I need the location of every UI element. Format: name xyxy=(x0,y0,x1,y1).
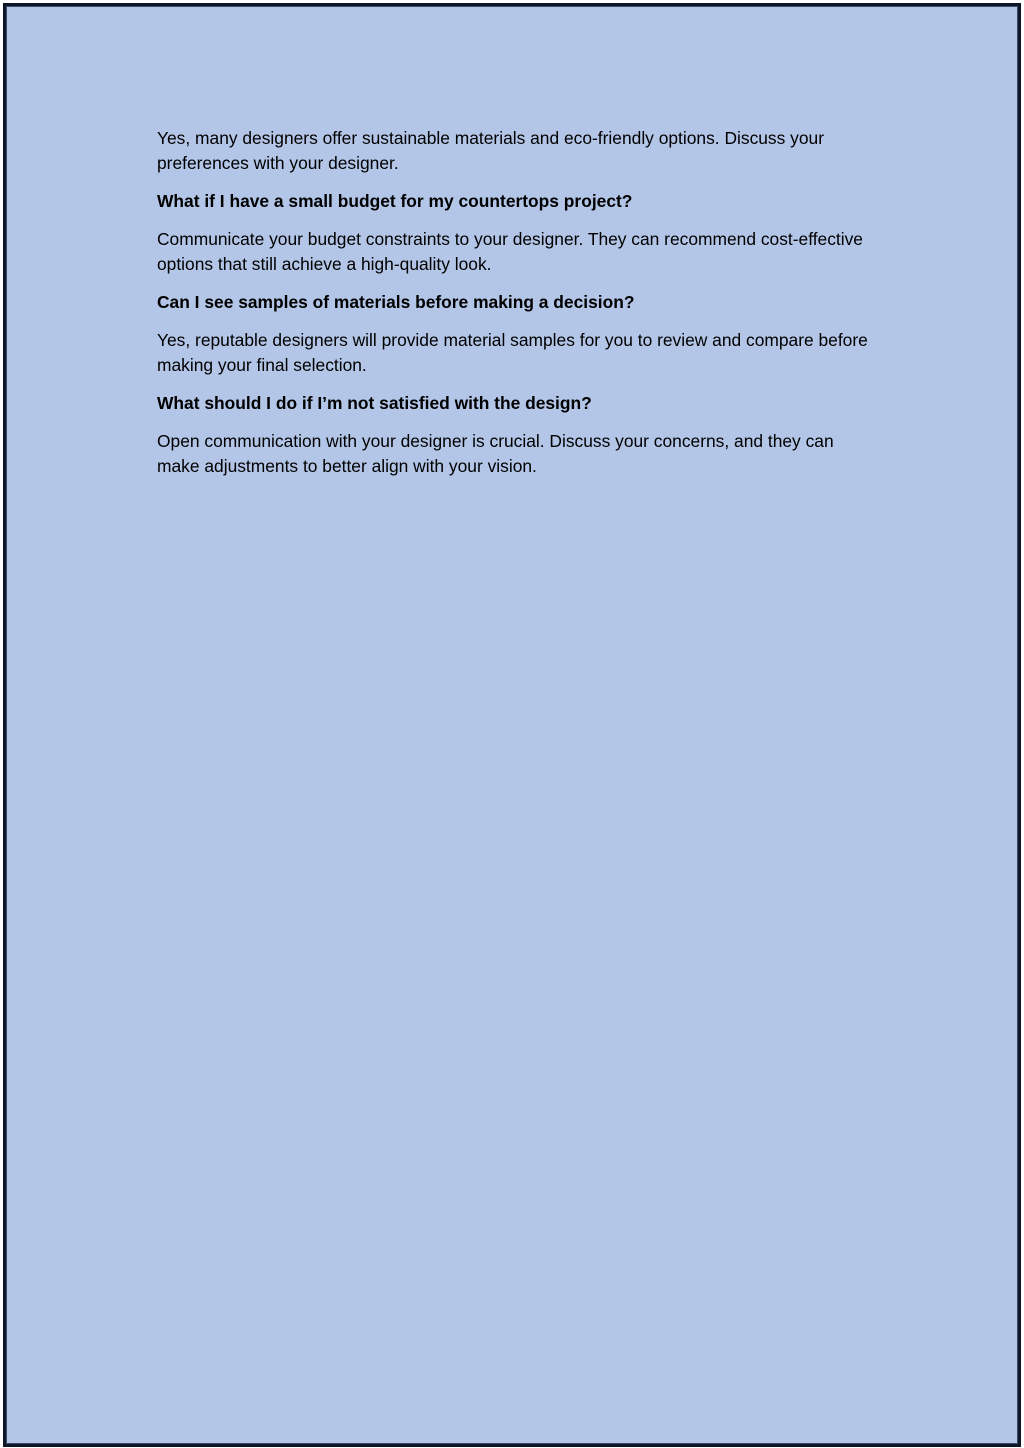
faq-content xyxy=(157,126,877,492)
faq-answer-sustainable: Yes, many designers offer sustainable materials and eco-friendly options. Discuss your preferences with your designer. xyxy=(157,128,824,173)
document-page xyxy=(3,3,1021,1447)
faq-question-small-budget: What if I have a small budget for my countertops project? xyxy=(157,191,633,211)
faq-question-samples: Can I see samples of materials before making a decision? xyxy=(157,292,635,312)
faq-answer-small-budget: Communicate your budget constraints to your designer. They can recommend cost-effective options that still achieve a high-quality look. xyxy=(157,229,863,274)
faq-answer-not-satisfied: Open communication with your designer is crucial. Discuss your concerns, and they can make adjustments to better align with your vision. xyxy=(157,431,834,476)
faq-question-not-satisfied: What should I do if I’m not satisfied with the design? xyxy=(157,393,592,413)
faq-answer-samples: Yes, reputable designers will provide material samples for you to review and compare before making your final selection. xyxy=(157,330,868,375)
